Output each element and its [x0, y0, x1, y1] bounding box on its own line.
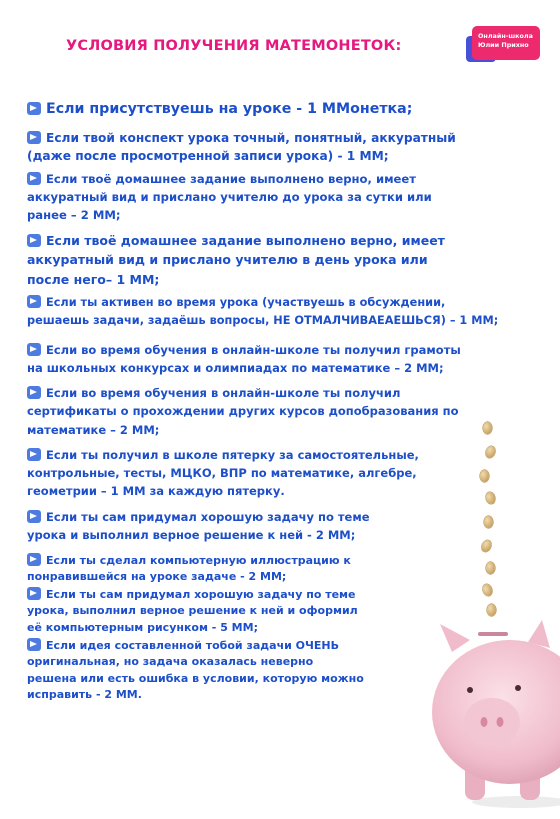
condition-text: Если ты сделал компьютерную иллюстрацию к понравившейся на уроке задаче - 2 ММ; — [27, 553, 351, 583]
right-arrow-icon — [27, 343, 41, 356]
right-arrow-icon — [27, 295, 41, 308]
logo-line-1: Онлайн-школа — [478, 32, 533, 40]
right-arrow-icon — [27, 510, 41, 523]
condition-text: Если твоё домашнее задание выполнено верно, имеет аккуратный вид и прислано учителю в день урока или после него– 1 ММ; — [27, 232, 445, 287]
logo-line-2: Юлии Прихно — [478, 41, 529, 49]
right-arrow-icon — [27, 386, 41, 399]
condition-item — [27, 621, 364, 704]
condition-text: Если ты сам придумал хорошую задачу по теме урока, выполнил верное решение к ней и оформил её компьютерным рисунком - 5 ММ; — [27, 587, 358, 634]
coin-icon — [480, 539, 493, 554]
condition-text: Если присутствуешь на уроке - 1 ММонетка; — [46, 101, 413, 117]
condition-text: Если твоё домашнее задание выполнено верно, имеет аккуратный вид и прислано учителю до урока за сутки или ранее – 2 ММ; — [27, 172, 432, 222]
right-arrow-icon — [27, 638, 41, 651]
coin-icon — [480, 470, 489, 482]
right-arrow-icon — [27, 234, 41, 247]
condition-text: Если ты сам придумал хорошую задачу по теме урока и выполнил верное решение к ней - 2 ММ; — [27, 509, 370, 542]
coin-icon — [484, 445, 497, 459]
piggy-bank-illustration — [410, 602, 560, 812]
right-arrow-icon — [27, 553, 41, 566]
right-arrow-icon — [27, 172, 41, 185]
condition-text: Если во время обучения в онлайн-школе ты получил сертификаты о прохождении других курсов допобразования по математике – 2 ММ; — [27, 385, 459, 437]
right-arrow-icon — [27, 131, 41, 144]
coin-icon — [484, 516, 493, 528]
coin-icon — [481, 583, 494, 597]
school-logo — [466, 22, 544, 64]
condition-text: Если идея составленной тобой задачи ОЧЕНЬ оригинальная, но задача оказалась неверно решена или есть ошибка в условии, которую можно исправить - 2 ММ. — [27, 638, 364, 701]
right-arrow-icon — [27, 448, 41, 461]
condition-text: Если ты активен во время урока (участвуешь в обсуждении, решаешь задачи, задаёшь вопросы, НЕ ОТМАЛЧИВАЕАЕШЬСЯ) – 1 ММ; — [27, 295, 499, 327]
coin-icon — [483, 422, 492, 434]
condition-text: Если во время обучения в онлайн-школе ты получил грамоты на школьных конкурсах и олимпиадах по математике – 2 ММ; — [27, 343, 461, 375]
right-arrow-icon — [27, 587, 41, 600]
condition-text: Если твой конспект урока точный, понятный, аккуратный (даже после просмотренной записи урока) - 1 ММ; — [27, 131, 456, 163]
page-title: УСЛОВИЯ ПОЛУЧЕНИЯ МАТЕМОНЕТОК: — [66, 38, 402, 54]
coin-icon — [485, 491, 497, 505]
coin-icon — [486, 562, 495, 574]
condition-text: Если ты получил в школе пятерку за самостоятельные, контрольные, тесты, МЦКО, ВПР по математике, алгебре, геометрии – 1 ММ за каждую пятерку. — [27, 448, 419, 498]
